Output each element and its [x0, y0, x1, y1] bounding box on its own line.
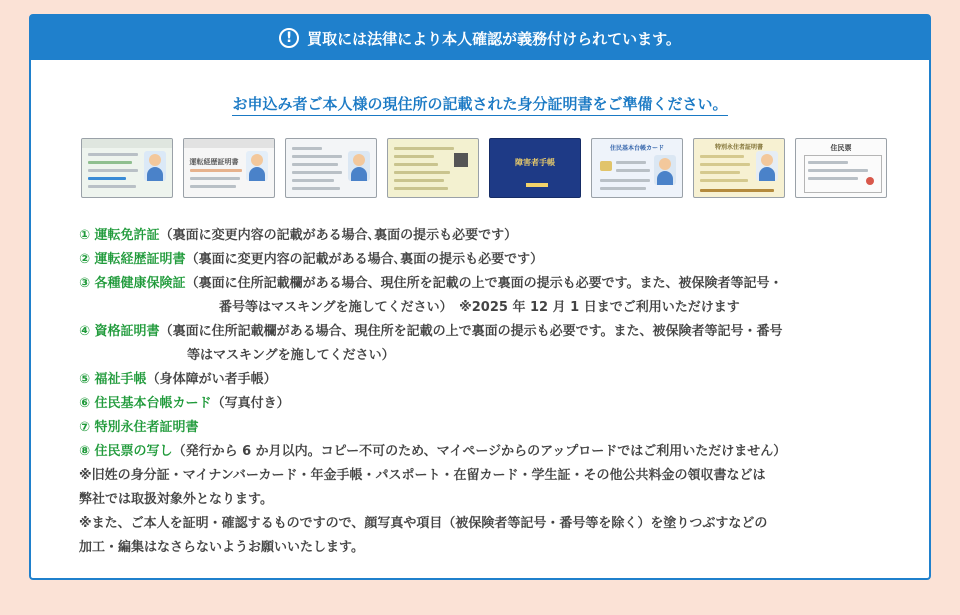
exclamation-circle-icon: !	[279, 28, 299, 48]
list-item: ① 運転免許証（裏面に変更内容の記載がある場合､裏面の提示も必要です）	[79, 228, 518, 243]
ic-chip-icon	[600, 161, 612, 171]
qr-code-icon	[454, 153, 468, 167]
id-card-gallery	[81, 138, 887, 198]
disability-handbook-card: 障害者手帳	[489, 138, 581, 198]
id-notice-panel	[29, 14, 931, 580]
editing-note-continuation: 加工・編集はなさらないようお願いいたします。	[79, 540, 364, 555]
special-permanent-resident-card: 特別永住者証明書	[693, 138, 785, 198]
list-item: ③ 各種健康保険証（裏面に住所記載欄がある場合、現住所を記載の上で裏面の提示も必要です。また、被保険者等記号・	[79, 276, 783, 291]
notice-title: 買取には法律により本人確認が義務付けられています。	[307, 29, 681, 48]
id-document-list	[79, 224, 909, 560]
list-item-continuation: 番号等はマスキングを施してください） ※2025 年 12 月 1 日までご利用いただけます	[219, 300, 740, 315]
driving-record-certificate-card: 運転経歴証明書	[183, 138, 275, 198]
qualification-certificate-card	[387, 138, 479, 198]
exclusion-note-continuation: 弊社では取扱対象外となります。	[79, 492, 273, 507]
drivers-license-card	[81, 138, 173, 198]
seal-stamp-icon	[866, 177, 874, 185]
resident-certificate-card: 住民票	[795, 138, 887, 198]
list-item-continuation: 等はマスキングを施してください）	[187, 348, 395, 363]
list-item: ④ 資格証明書（裏面に住所記載欄がある場合、現住所を記載の上で裏面の提示も必要です。また、被保険者等記号・番号	[79, 324, 783, 339]
basic-resident-register-card: 住民基本台帳カード	[591, 138, 683, 198]
list-item: ⑤ 福祉手帳（身体障がい者手帳）	[79, 372, 277, 387]
health-insurance-card	[285, 138, 377, 198]
list-item: ⑥ 住民基本台帳カード（写真付き）	[79, 396, 290, 411]
exclusion-note: ※旧姓の身分証・マイナンバーカード・年金手帳・パスポート・在留カード・学生証・その他公共料金の領収書などは	[79, 468, 766, 483]
notice-subhead	[31, 93, 929, 114]
list-item: ⑦ 特別永住者証明書	[79, 420, 199, 435]
list-item: ② 運転経歴証明書（裏面に変更内容の記載がある場合､裏面の提示も必要です）	[79, 252, 544, 267]
notice-header	[31, 16, 929, 60]
subhead-text: お申込み者ご本人様の現住所の記載された身分証明書をご準備ください。	[232, 95, 727, 116]
editing-note: ※また、ご本人を証明・確認するものですので、顔写真や項目（被保険者等記号・番号等を除く）を塗りつぶすなどの	[79, 516, 768, 531]
list-item: ⑧ 住民票の写し（発行から 6 か月以内。コピー不可のため、マイページからのアップロードではご利用いただけません）	[79, 444, 787, 459]
